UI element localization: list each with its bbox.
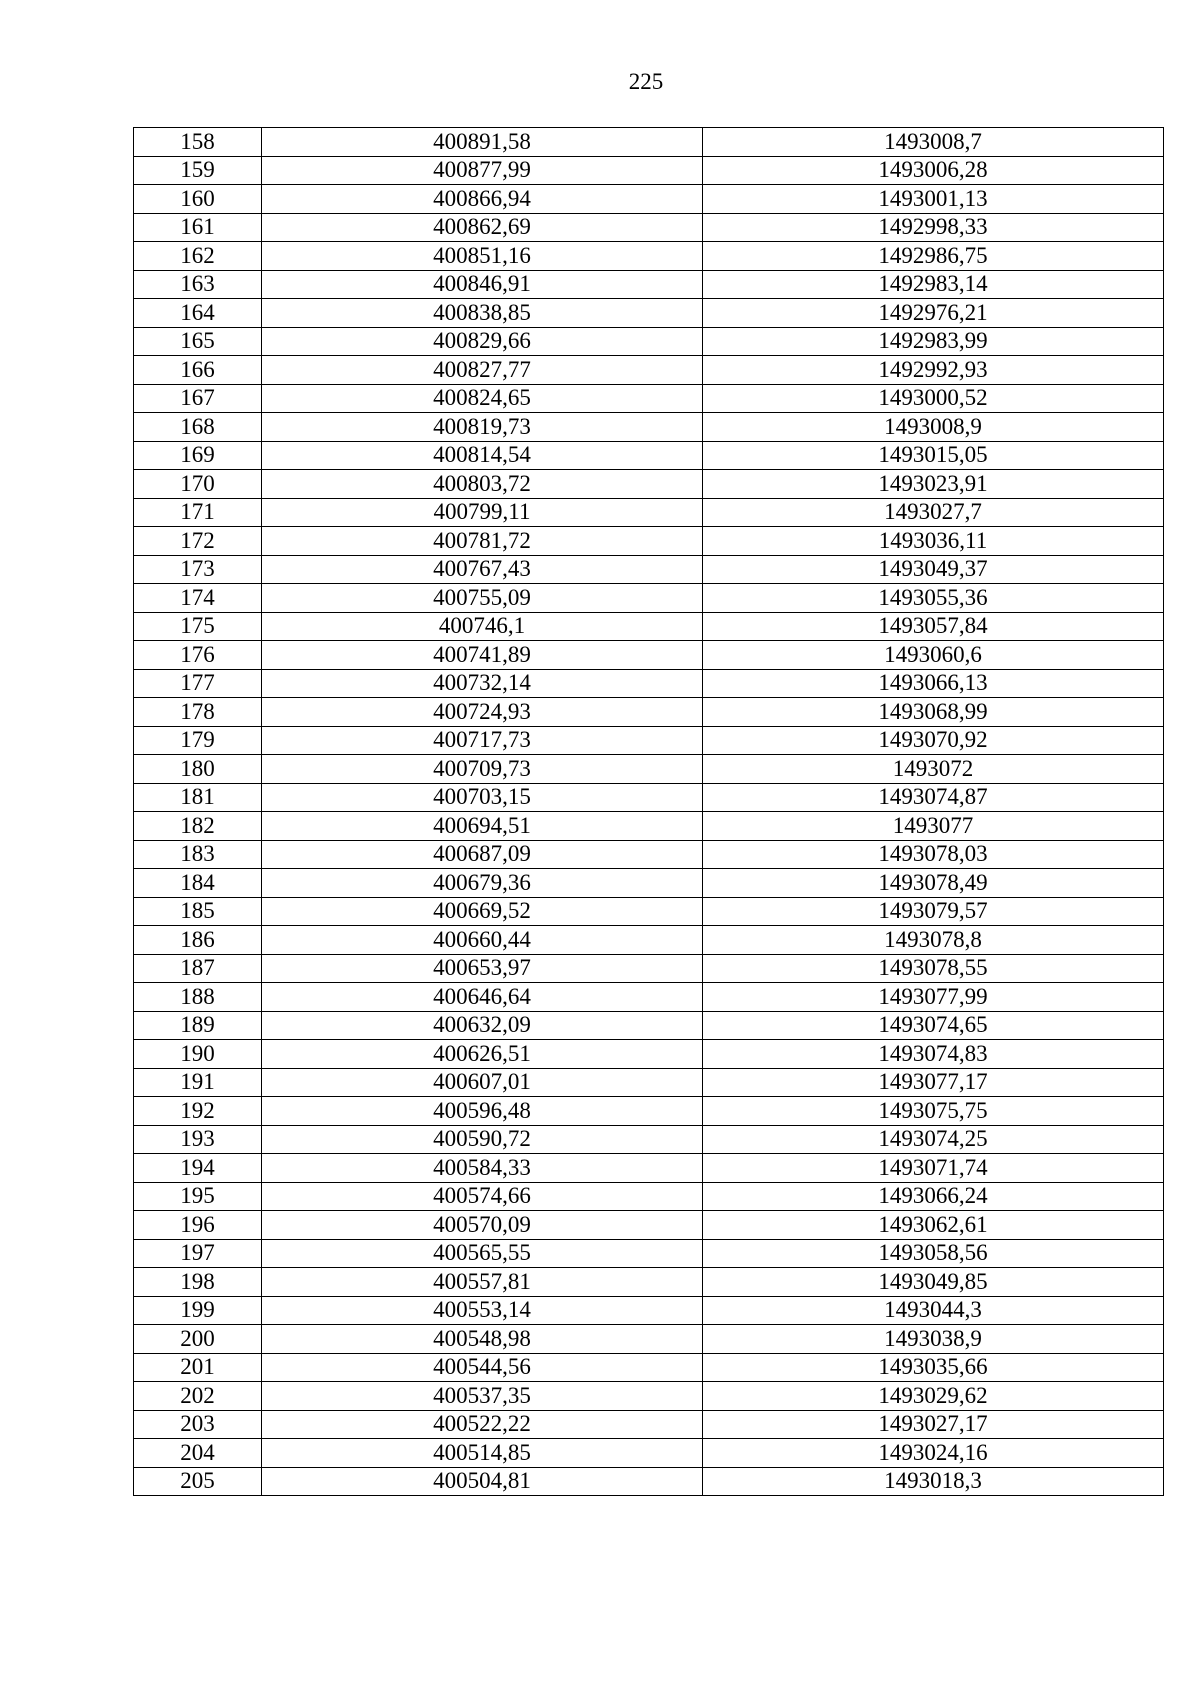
x-coordinate-cell: 400632,09 bbox=[262, 1011, 703, 1040]
table-row bbox=[134, 242, 1164, 271]
table-row bbox=[134, 1382, 1164, 1411]
y-coordinate-cell: 1493072 bbox=[703, 755, 1164, 784]
table-row bbox=[134, 840, 1164, 869]
table-row bbox=[134, 470, 1164, 499]
table-row bbox=[134, 299, 1164, 328]
x-coordinate-cell: 400746,1 bbox=[262, 612, 703, 641]
x-coordinate-cell: 400679,36 bbox=[262, 869, 703, 898]
y-coordinate-cell: 1493027,17 bbox=[703, 1410, 1164, 1439]
table-row bbox=[134, 527, 1164, 556]
point-number-cell: 197 bbox=[134, 1239, 262, 1268]
y-coordinate-cell: 1493066,13 bbox=[703, 669, 1164, 698]
y-coordinate-cell: 1493024,16 bbox=[703, 1439, 1164, 1468]
point-number-cell: 184 bbox=[134, 869, 262, 898]
x-coordinate-cell: 400846,91 bbox=[262, 270, 703, 299]
table-row bbox=[134, 384, 1164, 413]
y-coordinate-cell: 1493018,3 bbox=[703, 1467, 1164, 1496]
point-number-cell: 175 bbox=[134, 612, 262, 641]
y-coordinate-cell: 1492976,21 bbox=[703, 299, 1164, 328]
table-row bbox=[134, 897, 1164, 926]
y-coordinate-cell: 1493077 bbox=[703, 812, 1164, 841]
y-coordinate-cell: 1493074,87 bbox=[703, 783, 1164, 812]
x-coordinate-cell: 400596,48 bbox=[262, 1097, 703, 1126]
table-row bbox=[134, 1439, 1164, 1468]
x-coordinate-cell: 400838,85 bbox=[262, 299, 703, 328]
point-number-cell: 163 bbox=[134, 270, 262, 299]
point-number-cell: 169 bbox=[134, 441, 262, 470]
x-coordinate-cell: 400827,77 bbox=[262, 356, 703, 385]
point-number-cell: 193 bbox=[134, 1125, 262, 1154]
coordinates-table bbox=[133, 127, 1164, 1496]
point-number-cell: 171 bbox=[134, 498, 262, 527]
x-coordinate-cell: 400814,54 bbox=[262, 441, 703, 470]
x-coordinate-cell: 400504,81 bbox=[262, 1467, 703, 1496]
point-number-cell: 196 bbox=[134, 1211, 262, 1240]
y-coordinate-cell: 1493075,75 bbox=[703, 1097, 1164, 1126]
point-number-cell: 162 bbox=[134, 242, 262, 271]
table-row bbox=[134, 128, 1164, 157]
y-coordinate-cell: 1492983,14 bbox=[703, 270, 1164, 299]
x-coordinate-cell: 400669,52 bbox=[262, 897, 703, 926]
y-coordinate-cell: 1493070,92 bbox=[703, 726, 1164, 755]
point-number-cell: 198 bbox=[134, 1268, 262, 1297]
point-number-cell: 201 bbox=[134, 1353, 262, 1382]
y-coordinate-cell: 1493077,17 bbox=[703, 1068, 1164, 1097]
point-number-cell: 203 bbox=[134, 1410, 262, 1439]
y-coordinate-cell: 1493000,52 bbox=[703, 384, 1164, 413]
y-coordinate-cell: 1492983,99 bbox=[703, 327, 1164, 356]
point-number-cell: 159 bbox=[134, 156, 262, 185]
x-coordinate-cell: 400626,51 bbox=[262, 1040, 703, 1069]
x-coordinate-cell: 400829,66 bbox=[262, 327, 703, 356]
x-coordinate-cell: 400687,09 bbox=[262, 840, 703, 869]
y-coordinate-cell: 1492986,75 bbox=[703, 242, 1164, 271]
x-coordinate-cell: 400553,14 bbox=[262, 1296, 703, 1325]
table-row bbox=[134, 669, 1164, 698]
table-row bbox=[134, 1296, 1164, 1325]
x-coordinate-cell: 400590,72 bbox=[262, 1125, 703, 1154]
y-coordinate-cell: 1493060,6 bbox=[703, 641, 1164, 670]
table-row bbox=[134, 726, 1164, 755]
table-row bbox=[134, 1125, 1164, 1154]
y-coordinate-cell: 1493078,8 bbox=[703, 926, 1164, 955]
point-number-cell: 173 bbox=[134, 555, 262, 584]
table-row bbox=[134, 1239, 1164, 1268]
x-coordinate-cell: 400741,89 bbox=[262, 641, 703, 670]
table-row bbox=[134, 641, 1164, 670]
point-number-cell: 172 bbox=[134, 527, 262, 556]
x-coordinate-cell: 400522,22 bbox=[262, 1410, 703, 1439]
y-coordinate-cell: 1493068,99 bbox=[703, 698, 1164, 727]
y-coordinate-cell: 1493062,61 bbox=[703, 1211, 1164, 1240]
table-row bbox=[134, 555, 1164, 584]
y-coordinate-cell: 1493057,84 bbox=[703, 612, 1164, 641]
table-row bbox=[134, 1325, 1164, 1354]
y-coordinate-cell: 1493077,99 bbox=[703, 983, 1164, 1012]
y-coordinate-cell: 1493038,9 bbox=[703, 1325, 1164, 1354]
point-number-cell: 168 bbox=[134, 413, 262, 442]
y-coordinate-cell: 1493074,65 bbox=[703, 1011, 1164, 1040]
point-number-cell: 161 bbox=[134, 213, 262, 242]
x-coordinate-cell: 400781,72 bbox=[262, 527, 703, 556]
table-row bbox=[134, 185, 1164, 214]
y-coordinate-cell: 1493058,56 bbox=[703, 1239, 1164, 1268]
y-coordinate-cell: 1493015,05 bbox=[703, 441, 1164, 470]
point-number-cell: 202 bbox=[134, 1382, 262, 1411]
point-number-cell: 189 bbox=[134, 1011, 262, 1040]
point-number-cell: 165 bbox=[134, 327, 262, 356]
table-row bbox=[134, 1040, 1164, 1069]
y-coordinate-cell: 1493079,57 bbox=[703, 897, 1164, 926]
y-coordinate-cell: 1493023,91 bbox=[703, 470, 1164, 499]
y-coordinate-cell: 1493074,25 bbox=[703, 1125, 1164, 1154]
x-coordinate-cell: 400891,58 bbox=[262, 128, 703, 157]
table-row bbox=[134, 755, 1164, 784]
y-coordinate-cell: 1493008,7 bbox=[703, 128, 1164, 157]
y-coordinate-cell: 1493008,9 bbox=[703, 413, 1164, 442]
x-coordinate-cell: 400851,16 bbox=[262, 242, 703, 271]
point-number-cell: 183 bbox=[134, 840, 262, 869]
x-coordinate-cell: 400557,81 bbox=[262, 1268, 703, 1297]
table-row bbox=[134, 1467, 1164, 1496]
point-number-cell: 199 bbox=[134, 1296, 262, 1325]
x-coordinate-cell: 400819,73 bbox=[262, 413, 703, 442]
x-coordinate-cell: 400877,99 bbox=[262, 156, 703, 185]
x-coordinate-cell: 400824,65 bbox=[262, 384, 703, 413]
x-coordinate-cell: 400565,55 bbox=[262, 1239, 703, 1268]
point-number-cell: 182 bbox=[134, 812, 262, 841]
point-number-cell: 166 bbox=[134, 356, 262, 385]
point-number-cell: 180 bbox=[134, 755, 262, 784]
x-coordinate-cell: 400724,93 bbox=[262, 698, 703, 727]
point-number-cell: 195 bbox=[134, 1182, 262, 1211]
point-number-cell: 190 bbox=[134, 1040, 262, 1069]
table-row bbox=[134, 327, 1164, 356]
x-coordinate-cell: 400803,72 bbox=[262, 470, 703, 499]
table-row bbox=[134, 1268, 1164, 1297]
point-number-cell: 181 bbox=[134, 783, 262, 812]
y-coordinate-cell: 1493044,3 bbox=[703, 1296, 1164, 1325]
table-row bbox=[134, 869, 1164, 898]
x-coordinate-cell: 400767,43 bbox=[262, 555, 703, 584]
y-coordinate-cell: 1493049,85 bbox=[703, 1268, 1164, 1297]
x-coordinate-cell: 400694,51 bbox=[262, 812, 703, 841]
table-row bbox=[134, 1410, 1164, 1439]
table-row bbox=[134, 156, 1164, 185]
y-coordinate-cell: 1493071,74 bbox=[703, 1154, 1164, 1183]
y-coordinate-cell: 1493078,49 bbox=[703, 869, 1164, 898]
point-number-cell: 185 bbox=[134, 897, 262, 926]
point-number-cell: 187 bbox=[134, 954, 262, 983]
x-coordinate-cell: 400548,98 bbox=[262, 1325, 703, 1354]
table-row bbox=[134, 1154, 1164, 1183]
point-number-cell: 200 bbox=[134, 1325, 262, 1354]
point-number-cell: 204 bbox=[134, 1439, 262, 1468]
y-coordinate-cell: 1492992,93 bbox=[703, 356, 1164, 385]
table-row bbox=[134, 983, 1164, 1012]
point-number-cell: 179 bbox=[134, 726, 262, 755]
table-row bbox=[134, 498, 1164, 527]
point-number-cell: 176 bbox=[134, 641, 262, 670]
table-row bbox=[134, 1182, 1164, 1211]
y-coordinate-cell: 1492998,33 bbox=[703, 213, 1164, 242]
table-row bbox=[134, 584, 1164, 613]
y-coordinate-cell: 1493066,24 bbox=[703, 1182, 1164, 1211]
y-coordinate-cell: 1493029,62 bbox=[703, 1382, 1164, 1411]
y-coordinate-cell: 1493078,55 bbox=[703, 954, 1164, 983]
table-row bbox=[134, 783, 1164, 812]
point-number-cell: 158 bbox=[134, 128, 262, 157]
point-number-cell: 164 bbox=[134, 299, 262, 328]
table-row bbox=[134, 356, 1164, 385]
table-row bbox=[134, 1353, 1164, 1382]
y-coordinate-cell: 1493035,66 bbox=[703, 1353, 1164, 1382]
point-number-cell: 167 bbox=[134, 384, 262, 413]
y-coordinate-cell: 1493006,28 bbox=[703, 156, 1164, 185]
y-coordinate-cell: 1493074,83 bbox=[703, 1040, 1164, 1069]
x-coordinate-cell: 400862,69 bbox=[262, 213, 703, 242]
x-coordinate-cell: 400574,66 bbox=[262, 1182, 703, 1211]
x-coordinate-cell: 400607,01 bbox=[262, 1068, 703, 1097]
x-coordinate-cell: 400660,44 bbox=[262, 926, 703, 955]
y-coordinate-cell: 1493055,36 bbox=[703, 584, 1164, 613]
x-coordinate-cell: 400646,64 bbox=[262, 983, 703, 1012]
x-coordinate-cell: 400544,56 bbox=[262, 1353, 703, 1382]
x-coordinate-cell: 400799,11 bbox=[262, 498, 703, 527]
table-row bbox=[134, 413, 1164, 442]
y-coordinate-cell: 1493036,11 bbox=[703, 527, 1164, 556]
point-number-cell: 174 bbox=[134, 584, 262, 613]
table-row bbox=[134, 926, 1164, 955]
x-coordinate-cell: 400703,15 bbox=[262, 783, 703, 812]
x-coordinate-cell: 400653,97 bbox=[262, 954, 703, 983]
point-number-cell: 188 bbox=[134, 983, 262, 1012]
table-row bbox=[134, 1097, 1164, 1126]
y-coordinate-cell: 1493078,03 bbox=[703, 840, 1164, 869]
table-row bbox=[134, 1011, 1164, 1040]
table-row bbox=[134, 270, 1164, 299]
point-number-cell: 170 bbox=[134, 470, 262, 499]
point-number-cell: 191 bbox=[134, 1068, 262, 1097]
x-coordinate-cell: 400709,73 bbox=[262, 755, 703, 784]
point-number-cell: 192 bbox=[134, 1097, 262, 1126]
table-row bbox=[134, 812, 1164, 841]
x-coordinate-cell: 400866,94 bbox=[262, 185, 703, 214]
point-number-cell: 177 bbox=[134, 669, 262, 698]
y-coordinate-cell: 1493001,13 bbox=[703, 185, 1164, 214]
x-coordinate-cell: 400755,09 bbox=[262, 584, 703, 613]
table-row bbox=[134, 612, 1164, 641]
x-coordinate-cell: 400570,09 bbox=[262, 1211, 703, 1240]
point-number-cell: 178 bbox=[134, 698, 262, 727]
x-coordinate-cell: 400584,33 bbox=[262, 1154, 703, 1183]
x-coordinate-cell: 400717,73 bbox=[262, 726, 703, 755]
table-row bbox=[134, 213, 1164, 242]
table-row bbox=[134, 1068, 1164, 1097]
table-row bbox=[134, 1211, 1164, 1240]
point-number-cell: 186 bbox=[134, 926, 262, 955]
coordinates-table-body bbox=[134, 128, 1164, 1496]
y-coordinate-cell: 1493027,7 bbox=[703, 498, 1164, 527]
y-coordinate-cell: 1493049,37 bbox=[703, 555, 1164, 584]
point-number-cell: 194 bbox=[134, 1154, 262, 1183]
table-row bbox=[134, 441, 1164, 470]
x-coordinate-cell: 400732,14 bbox=[262, 669, 703, 698]
x-coordinate-cell: 400537,35 bbox=[262, 1382, 703, 1411]
point-number-cell: 160 bbox=[134, 185, 262, 214]
table-row bbox=[134, 698, 1164, 727]
point-number-cell: 205 bbox=[134, 1467, 262, 1496]
table-row bbox=[134, 954, 1164, 983]
page-number: 225 bbox=[628, 69, 664, 94]
x-coordinate-cell: 400514,85 bbox=[262, 1439, 703, 1468]
